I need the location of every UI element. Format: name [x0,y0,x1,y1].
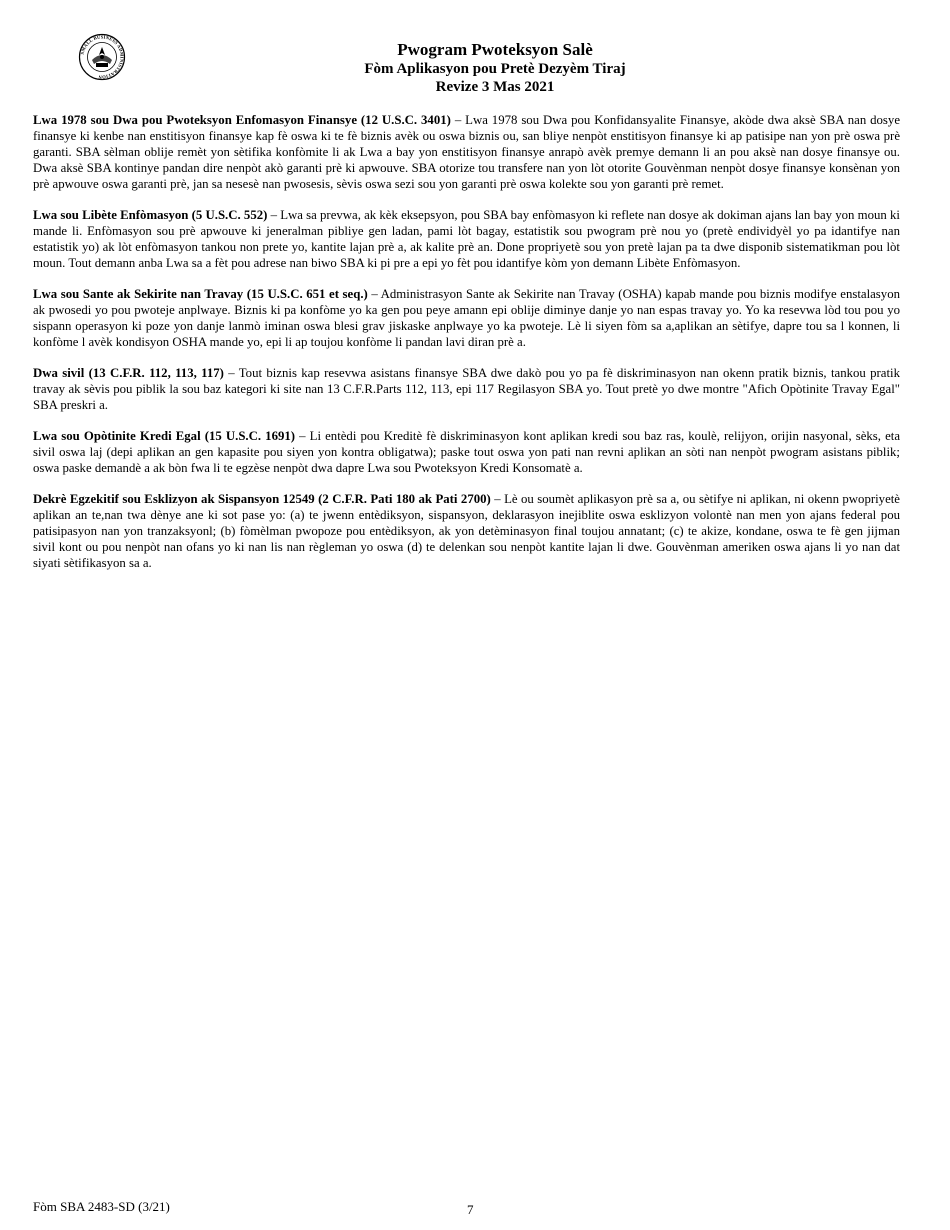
section-text: – Lwa sa prevwa, ak kèk eksepsyon, pou SBA bay enfòmasyon ki reflete nan dosye ak dokiman ajans lan bay yon moun ki mande li. Enfòmasyon sou prè apwouve ki jeneralman pibliye gen ladan, pami lòt bagay, estatistik sou pwogram prè nou yo (pretè endividyèl yo pa idantifye nan estatistik yo) ak lòt enfòmasyon tankou non prete yo, kantite lajan prè a, ak kalite prè an. Done propriyetè sou yon pretè lajan pa ta dwe disponib sistematikman pou lòt moun. Tout demann anba Lwa sa a fèt pou adrese nan biwo SBA ki pi pre a epi yo fèt pou idantifye kòm yon demann Libète Enfòmasyon. [33,208,900,270]
document-body [33,112,900,586]
section-financial-privacy [33,112,900,192]
section-heading: Lwa sou Sante ak Sekirite nan Travay (15 U.S.C. 651 et seq.) [33,287,368,301]
section-text: – Lwa 1978 sou Dwa pou Konfidansyalite Finansye, akòde dwa aksè SBA nan dosye finansye ki kenbe nan enstitisyon finansye kap fè oswa ki te fè biznis avèk ou oswa biznis ou, san bliye nenpòt enstitisyon finansye ki ap patisipe nan yon prè oswa prè garanti. SBA sèlman oblije remèt yon sètifika konfòmite li ak Lwa a bay yon enstitisyon finansye anrapò avèk premye demann li an pou aksè nan dosye finansye ou. Dwa aksè SBA kontinye pandan dire nenpòt akò garanti prè ki apwouve. SBA otorize tou transfere nan yon lòt otorite Gouvènman nenpòt dosye finansye konsènan yon prè apwouve oswa garanti prè, jan sa nesesè nan pwosesis, sèvis oswa sezi sou yon garanti prè oswa kolekte sou yon garanti prè remet. [33,113,900,191]
section-heading: Lwa 1978 sou Dwa pou Pwoteksyon Enfomasyon Finansye (12 U.S.C. 3401) [33,113,451,127]
document-title: Pwogram Pwoteksyon Salè [397,40,593,59]
footer-page-number: 7 [467,1202,474,1217]
section-civil-rights [33,365,900,413]
section-text: – Li entèdi pou Kreditè fè diskriminasyon kont aplikan kredi sou baz ras, koulè, relijyon, orijin nasyonal, sèks, eta sivil oswa laj (depi aplikan an gen kapasite pou siyen yon kontra obligatwa); paske tout oswa yon pati nan revni aplikan an sòti nan nenpòt pwogram asistans piblik; oswa paske demandè a ak bòn fwa li te egzèse nenpòt dwa dapre Lwa sou Pwoteksyon Kredi Konsomatè a. [33,429,900,475]
seal-ring-text: SMALL BUSINESS ADMINISTRATION [79,34,125,80]
section-heading: Dekrè Egzekitif sou Esklizyon ak Sispansyon 12549 (2 C.F.R. Pati 180 ak Pati 2700) [33,492,491,506]
document-revision: Revize 3 Mas 2021 [435,79,555,95]
section-freedom-of-information [33,207,900,271]
footer-form-id: Fòm SBA 2483-SD (3/21) [33,1199,170,1214]
section-text: – Administrasyon Sante ak Sekirite nan Travay (OSHA) kapab mande pou biznis modifye enstalasyon ak pwosedi yo pou pwoteje anplwaye. Biznis ki pa konfòme yo ka gen pou peye amann epi oblije diminye danje yo nan espas travay yo. Yo ka resevwa lòd tou pou yo sispann operasyon ki poze yon danje lanmò iminan oswa blesi grav jiskaske anplwaye yo ka pwoteje. Lè li siyen fòm sa a,aplikan an sètifye, dapre tou sa l konnen, li konfòme l avèk kondisyon OSHA mande yo, epi li ap toujou konfòme li pandan lavi diran prè a. [33,287,900,349]
section-heading: Lwa sou Opòtinite Kredi Egal (15 U.S.C. 1691) [33,429,296,443]
section-text: – Tout biznis kap resevwa asistans finansye SBA dwe dakò pou yo pa fè diskriminasyon nan okenn pratik biznis, tankou pratik travay ak sèvis pou piblik la sou baz kategori ki site nan 13 C.F.R.Parts 112, 113, epi 117 Regilasyon SBA yo. Tout pretè yo dwe montre "Afich Opòtinite Travay Egal" SBA preskri a. [33,366,900,412]
section-heading: Lwa sou Libète Enfòmasyon (5 U.S.C. 552) [33,208,268,222]
document-subtitle: Fòm Aplikasyon pou Pretè Dezyèm Tiraj [364,61,626,77]
section-occupational-safety [33,286,900,350]
section-debarment-suspension [33,491,900,571]
section-text: – Lè ou soumèt aplikasyon prè sa a, ou sètifye ni aplikan, ni okenn pwopriyetè aplikan an te,nan twa dènye ane ki sot pase yo: (a) te jwenn entèdiksyon, sispansyon, deklarasyon inejiblite oswa esklizyon volontè nan men yon ajans federal pou patisipasyon nan yon tranzaksyonl; (b) fòmèlman pwopoze pou entèdiksyon, ak yon detèminasyon final toujou annatant; (c) te akize, kondane, oswa te fè gen jijman sivil kont ou pou nenpòt nan ofans yo ki nan lis nan règleman yo oswa (d) te delenkan sou nenpòt kantite lajan li dwe. Gouvènman ameriken oswa ajans li yo nan dat siyati sètifikasyon sa a. [33,492,900,570]
document-header [250,40,740,96]
section-heading: Dwa sivil (13 C.F.R. 112, 113, 117) [33,366,224,380]
sba-seal-logo [78,33,126,81]
section-equal-credit [33,428,900,476]
